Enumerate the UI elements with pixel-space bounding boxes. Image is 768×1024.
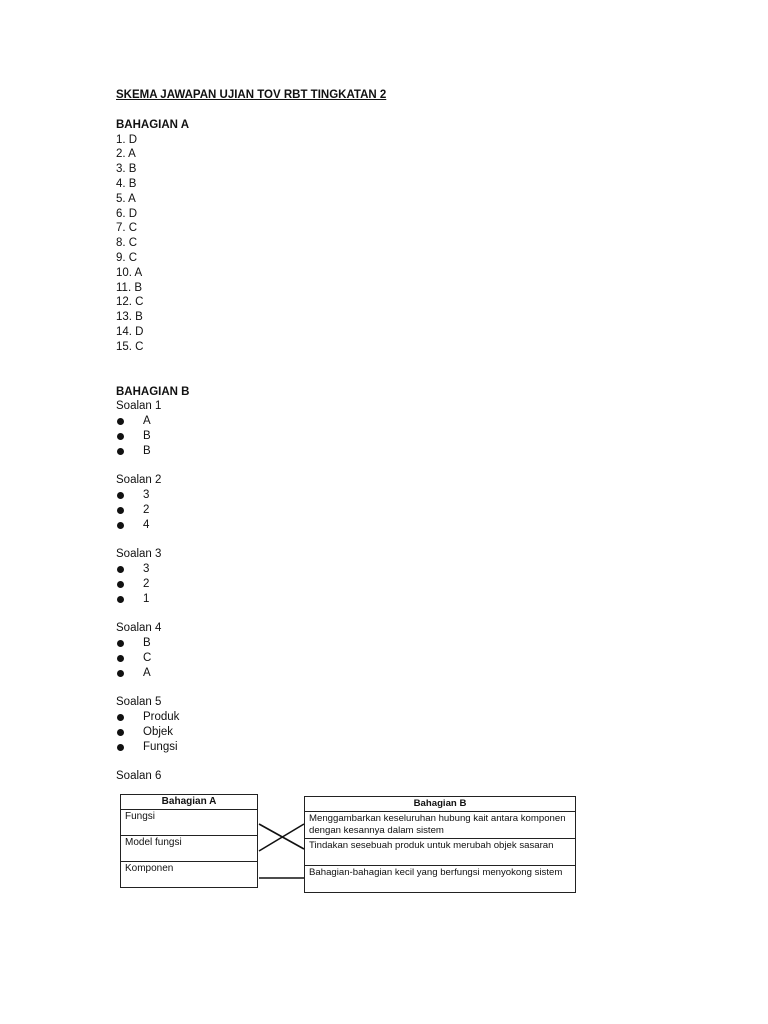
answer-item: 9. C — [116, 251, 138, 264]
bullet-answer: Produk — [116, 710, 736, 725]
answer-item: 5. A — [116, 192, 136, 205]
answer-item: 4. B — [116, 177, 137, 190]
table-a-cell: Model fungsi — [121, 836, 258, 862]
answer-item: 13. B — [116, 311, 143, 324]
section-b — [116, 385, 736, 785]
bullet-answer: B — [116, 636, 736, 651]
question-label: Soalan 3 — [116, 548, 162, 561]
question-3 — [116, 547, 736, 606]
bullet-answer: 4 — [116, 518, 736, 533]
bullet-answer: B — [116, 429, 736, 444]
answer-item: 1. D — [116, 133, 138, 146]
answer-item: 8. C — [116, 237, 138, 250]
answer-item: 14. D — [116, 325, 144, 338]
table-a-cell: Fungsi — [121, 810, 258, 836]
answer-item: 11. B — [116, 281, 142, 294]
answer-item: 10. A — [116, 266, 143, 279]
page-title: SKEMA JAWAPAN UJIAN TOV RBT TINGKATAN 2 — [116, 89, 387, 101]
answer-item: 3. B — [116, 163, 137, 176]
matching-diagram — [120, 794, 580, 904]
question-label: Soalan 6 — [116, 770, 162, 783]
question-label: Soalan 5 — [116, 696, 162, 709]
answer-item: 2. A — [116, 148, 136, 161]
answer-item: 6. D — [116, 207, 138, 220]
bullet-answer: B — [116, 444, 736, 459]
bullet-answer: A — [116, 414, 736, 429]
table-a-header: Bahagian A — [121, 795, 258, 810]
section-a-heading: BAHAGIAN A — [116, 118, 190, 131]
bullet-answer: 3 — [116, 488, 736, 503]
answer-scheme-page — [116, 88, 736, 784]
table-b-cell: Tindakan sesebuah produk untuk merubah objek sasaran — [305, 839, 576, 866]
bullet-answer: 1 — [116, 592, 736, 607]
table-b-cell: Bahagian-bahagian kecil yang berfungsi menyokong sistem — [305, 866, 576, 893]
question-label: Soalan 4 — [116, 622, 162, 635]
bullet-answer: 3 — [116, 562, 736, 577]
question-2 — [116, 473, 736, 532]
question-4 — [116, 621, 736, 680]
question-6 — [116, 769, 736, 784]
question-5 — [116, 695, 736, 754]
matching-lines — [120, 794, 580, 904]
bullet-answer: 2 — [116, 577, 736, 592]
bullet-answer: C — [116, 651, 736, 666]
table-b-header: Bahagian B — [305, 797, 576, 812]
bullet-answer: Objek — [116, 725, 736, 740]
question-1 — [116, 399, 736, 458]
answer-item: 15. C — [116, 340, 144, 353]
table-a-cell: Komponen — [121, 862, 258, 888]
bullet-answer: A — [116, 666, 736, 681]
bullet-answer: Fungsi — [116, 740, 736, 755]
table-b-cell: Menggambarkan keseluruhan hubung kait antara komponen dengan kesannya dalam sistem — [305, 812, 576, 839]
section-b-heading: BAHAGIAN B — [116, 385, 190, 398]
answer-item: 12. C — [116, 296, 144, 309]
bullet-answer: 2 — [116, 503, 736, 518]
answer-item: 7. C — [116, 222, 138, 235]
question-label: Soalan 2 — [116, 474, 162, 487]
section-a-answers — [116, 133, 736, 355]
question-label: Soalan 1 — [116, 400, 162, 413]
